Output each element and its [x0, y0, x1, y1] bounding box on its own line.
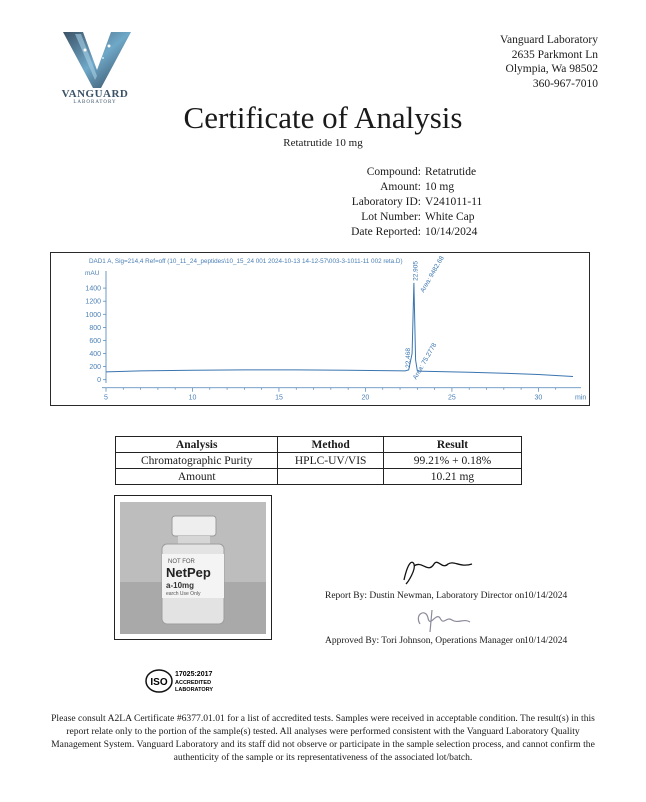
x-axis-label: min	[575, 394, 587, 402]
table-cell	[278, 469, 384, 485]
peak-area-label: Area: 9482.68	[419, 254, 446, 294]
report-by-text: Report By: Dustin Newman, Laboratory Director on	[325, 591, 525, 601]
info-value: White Cap	[425, 211, 475, 223]
y-tick-label: 1200	[85, 298, 101, 306]
results-table	[115, 436, 522, 485]
iso-accredited: ACCREDITED	[175, 680, 212, 686]
x-tick-label: 25	[448, 394, 456, 402]
column-header: Analysis	[116, 437, 278, 453]
x-tick-label: 15	[275, 394, 283, 402]
y-tick-label: 800	[89, 324, 101, 332]
peak-area-label: Area: 75.2778	[411, 342, 439, 381]
approved-date: 10/14/2024	[524, 636, 568, 646]
x-tick-label: 5	[104, 394, 108, 402]
approved-by-text: Approved By: Tori Johnson, Operations Manager on	[325, 636, 525, 646]
lab-address	[500, 33, 598, 91]
y-tick-label: 1400	[85, 285, 101, 293]
table-cell: 99.21% + 0.18%	[383, 453, 521, 469]
info-value: 10/14/2024	[425, 226, 478, 238]
table-row	[116, 453, 522, 469]
y-tick-label: 400	[89, 351, 101, 359]
y-tick-label: 1000	[85, 311, 101, 319]
chromatogram	[51, 253, 588, 404]
column-header: Method	[278, 437, 384, 453]
y-tick-label: 0	[97, 377, 101, 385]
x-tick-label: 30	[534, 394, 543, 402]
manager-signature-mark	[410, 604, 476, 636]
info-row	[345, 180, 482, 195]
info-row	[345, 210, 482, 225]
info-value: V241011-11	[425, 196, 483, 208]
chromatogram-frame	[50, 252, 590, 406]
chromatogram-trace	[106, 283, 573, 377]
x-tick-label: 20	[361, 394, 370, 402]
vial-tag: earch Use Only	[166, 591, 201, 597]
address-line: Olympia, Wa 98502	[505, 63, 598, 75]
y-tick-label: 200	[89, 364, 101, 372]
table-cell: HPLC-UV/VIS	[278, 453, 384, 469]
info-value: Retatrutide	[425, 166, 477, 178]
table-cell: Amount	[116, 469, 278, 485]
document-title: Certificate of Analysis	[183, 100, 463, 135]
x-tick-label: 10	[188, 394, 197, 402]
address-line: 360-967-7010	[532, 77, 598, 90]
iso-mark: ISO	[150, 677, 168, 688]
peak-retention-time: 22.905	[412, 260, 420, 281]
table-cell: 10.21 mg	[383, 469, 521, 485]
column-header: Result	[383, 437, 521, 453]
address-line: 2635 Parkmont Ln	[511, 48, 598, 61]
y-axis-label: mAU	[85, 270, 100, 277]
info-label: Compound:	[366, 166, 421, 178]
info-label: Laboratory ID:	[351, 196, 421, 208]
sample-info	[345, 165, 482, 240]
vial-brand: NetPep	[166, 565, 211, 580]
info-label: Lot Number:	[361, 211, 421, 223]
chart-title: DAD1 A, Sig=214,4 Ref=off (10_11_24_peptides\10_15_24 001 2024-10-13 14-12-57\003-3-1011-11 002 reta.D)	[89, 258, 403, 265]
peak-retention-time: 22.468	[405, 348, 413, 368]
report-date: 10/14/2024	[524, 591, 568, 601]
vial-dose: a-10mg	[166, 581, 195, 590]
iso-accreditation-badge	[145, 668, 225, 694]
address-line: Vanguard Laboratory	[499, 34, 598, 46]
table-header-row	[116, 437, 522, 453]
info-row	[345, 195, 482, 210]
logo-name: VANGUARD	[61, 88, 129, 100]
table-cell: Chromatographic Purity	[116, 453, 278, 469]
info-value: 10 mg	[425, 181, 455, 193]
info-label: Date Reported:	[351, 226, 421, 238]
vial-image	[120, 502, 266, 634]
vial-cap-text: NOT FOR	[168, 559, 195, 565]
iso-standard: 17025:2017	[175, 671, 213, 678]
table-row	[116, 469, 522, 485]
logo-subtitle: LABORATORY	[73, 100, 117, 105]
document-subtitle: Retatrutide 10 mg	[283, 137, 363, 149]
info-row	[345, 225, 482, 240]
footer-disclaimer: Please consult A2LA Certificate #6377.01.01 for a list of accredited tests. Samples were received in acceptable condition. The result(s) in this report relate only to the portion of the sample(s) tested. All analyses were performed consistent with the Vanguard Laboratory Quality Management System. Vanguard Laboratory and its staff did not observe or participate in the sample selection process, and cannot confirm the authenticity of the sample or its representativeness of the associated lot/batch.	[51, 713, 595, 763]
y-tick-label: 600	[89, 337, 101, 345]
info-label: Amount:	[380, 181, 421, 193]
info-row	[345, 165, 482, 180]
iso-laboratory: LABORATORY	[175, 687, 214, 693]
sample-photo	[120, 502, 266, 634]
director-signature-mark	[398, 552, 478, 588]
